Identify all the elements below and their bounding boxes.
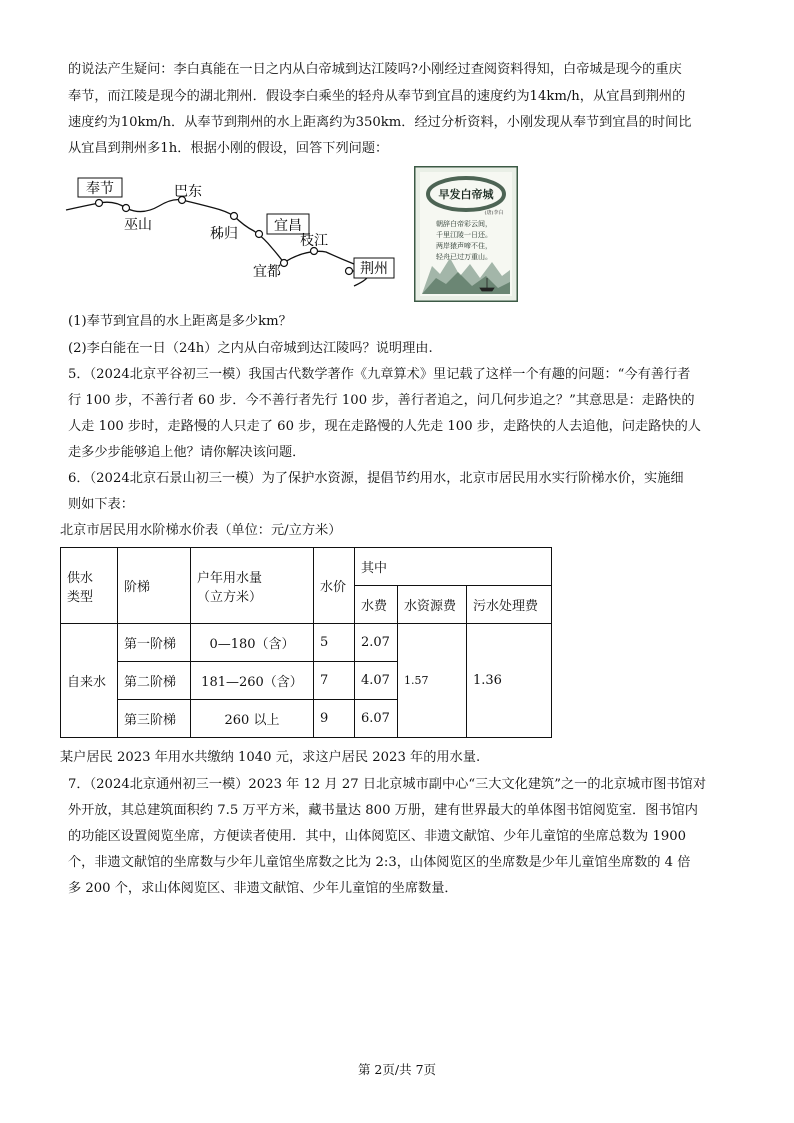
badong-label: 巴东 (174, 184, 202, 200)
fengjie-dot (96, 200, 103, 207)
yidu-dot (281, 260, 288, 267)
problem7-text-line1: 7．（2024北京通州初三一模）2023 年 12 月 27 日北京城市副中心“三大文化建筑”之一的北京城市图书馆对 (68, 777, 707, 792)
poem-title: 早发白帝城 (438, 188, 494, 201)
question4-part2: (2)李白能在一日（24h）之内从白帝城到达江陵吗？说明理由. (68, 341, 433, 356)
sewage-fee-cell: 1.36 (467, 624, 552, 738)
tier-cell: 第二阶梯 (118, 662, 191, 700)
header-tier: 阶梯 (118, 548, 191, 624)
price-cell: 9 (314, 700, 355, 738)
zigui-dot (231, 213, 238, 220)
problem6-text-line2: 则如下表： (68, 497, 134, 512)
poem-line-4: 轻舟已过万重山。 (436, 253, 492, 261)
tier-cell: 第三阶梯 (118, 700, 191, 738)
zigui-label: 秭归 (210, 226, 238, 242)
header-among: 其中 (355, 548, 552, 586)
yidu-label: 宜都 (253, 264, 281, 280)
supply-type-cell: 自来水 (61, 624, 118, 738)
problem5-text-line1: 5．（2024北京平谷初三一模）我国古代数学著作《九章算术》里记载了这样一个有趣的问题：“今有善行者 (68, 367, 691, 382)
header-usage (191, 548, 314, 624)
poem-line-3: 两岸猿声啼不住， (436, 242, 492, 250)
problem5-text-line2: 行 100 步，不善行者 60 步．今不善行者先行 100 步，善行者追之，问几何步追之？”其意思是：走路快的 (68, 393, 695, 408)
problem4-text-line2: 奉节，而江陵是现今的湖北荆州．假设李白乘坐的轻舟从奉节到宜昌的速度约为14km/h，从宜昌到荆州的 (68, 89, 686, 104)
problem5-text-line4: 走多少步能够追上他？请你解决该问题． (68, 445, 306, 460)
problem6-question: 某户居民 2023 年用水共缴纳 1040 元，求这户居民 2023 年的用水量. (60, 750, 481, 765)
poem-author: (唐)李白 (484, 210, 504, 216)
usage-cell: 0—180（含） (191, 624, 314, 662)
problem6-text-line1: 6．（2024北京石景山初三一模）为了保护水资源，提倡节约用水，北京市居民用水实行阶梯水价，实施细 (68, 471, 684, 486)
header-resource-fee: 水资源费 (398, 586, 467, 624)
jingzhou-label: 荆州 (360, 261, 388, 277)
header-price: 水价 (314, 548, 355, 624)
header-water-fee: 水费 (355, 586, 398, 624)
page-footer: 第 2页/共 7页 (357, 1062, 437, 1077)
problem4-text-line3: 速度约为10km/h．从奉节到荆州的水上距离约为350km．经过分析资料，小刚发现从奉节到宜昌的时间比 (68, 115, 692, 130)
zhijiang-label: 枝江 (300, 233, 328, 249)
usage-cell: 181—260（含） (191, 662, 314, 700)
problem7-text-line4: 个，非遗文献馆的坐席数与少年儿童馆坐席数之比为 2:3，山体阅览区的坐席数是少年儿童馆坐席数的 4 倍 (68, 855, 691, 870)
table-row (61, 624, 552, 662)
header-supply-type-line1: 供水 (67, 570, 94, 586)
wushan-dot (123, 205, 130, 212)
poem-line-1: 朝辞白帝彩云间， (436, 220, 492, 228)
table-caption: 北京市居民用水阶梯水价表（单位：元/立方米） (60, 523, 342, 538)
problem7-text-line2: 外开放，其总建筑面积约 7.5 万平方米，藏书量达 800 万册，建有世界最大的单体图书馆阅览室．图书馆内 (68, 803, 698, 818)
header-supply-type-line2: 类型 (67, 589, 94, 605)
yichang-dot (256, 231, 263, 238)
yichang-label: 宜昌 (274, 218, 302, 234)
jingzhou-dot (346, 268, 353, 275)
header-supply-type (61, 548, 118, 624)
fee-cell: 2.07 (355, 624, 398, 662)
wushan-label: 巫山 (124, 217, 152, 233)
usage-cell: 260 以上 (191, 700, 314, 738)
header-usage-line2: （立方米） (197, 589, 263, 605)
problem4-text-line1: 的说法产生疑问：李白真能在一日之内从白帝城到达江陵吗?小刚经过查阅资料得知，白帝城是现今的重庆 (68, 62, 682, 77)
water-price-table (60, 547, 552, 738)
fee-cell: 4.07 (355, 662, 398, 700)
river-map-diagram (64, 168, 404, 298)
resource-fee-cell: 1.57 (398, 624, 467, 738)
problem7-text-line5: 多 200 个，求山体阅览区、非遗文献馆、少年儿童馆的坐席数量． (68, 881, 458, 896)
problem4-text-line4: 从宜昌到荆州多1h．根据小刚的假设，回答下列问题： (68, 141, 389, 156)
fee-cell: 6.07 (355, 700, 398, 738)
table-header-row (61, 548, 552, 586)
tier-cell: 第一阶梯 (118, 624, 191, 662)
problem5-text-line3: 人走 100 步时，走路慢的人只走了 60 步，现在走路慢的人先走 100 步，走路快的人去追他，问走路快的人 (68, 419, 701, 434)
header-sewage-fee: 污水处理费 (467, 586, 552, 624)
question4-part1: (1)奉节到宜昌的水上距离是多少km？ (68, 314, 292, 329)
header-usage-line1: 户年用水量 (197, 570, 263, 586)
problem7-text-line3: 的功能区设置阅览坐席，方便读者使用．其中，山体阅览区、非遗文献馆、少年儿童馆的坐席总数为 1900 (68, 829, 686, 844)
poem-illustration (414, 166, 518, 302)
poem-line-2: 千里江陵一日还。 (436, 231, 492, 239)
price-cell: 7 (314, 662, 355, 700)
price-cell: 5 (314, 624, 355, 662)
fengjie-label: 奉节 (86, 181, 114, 197)
